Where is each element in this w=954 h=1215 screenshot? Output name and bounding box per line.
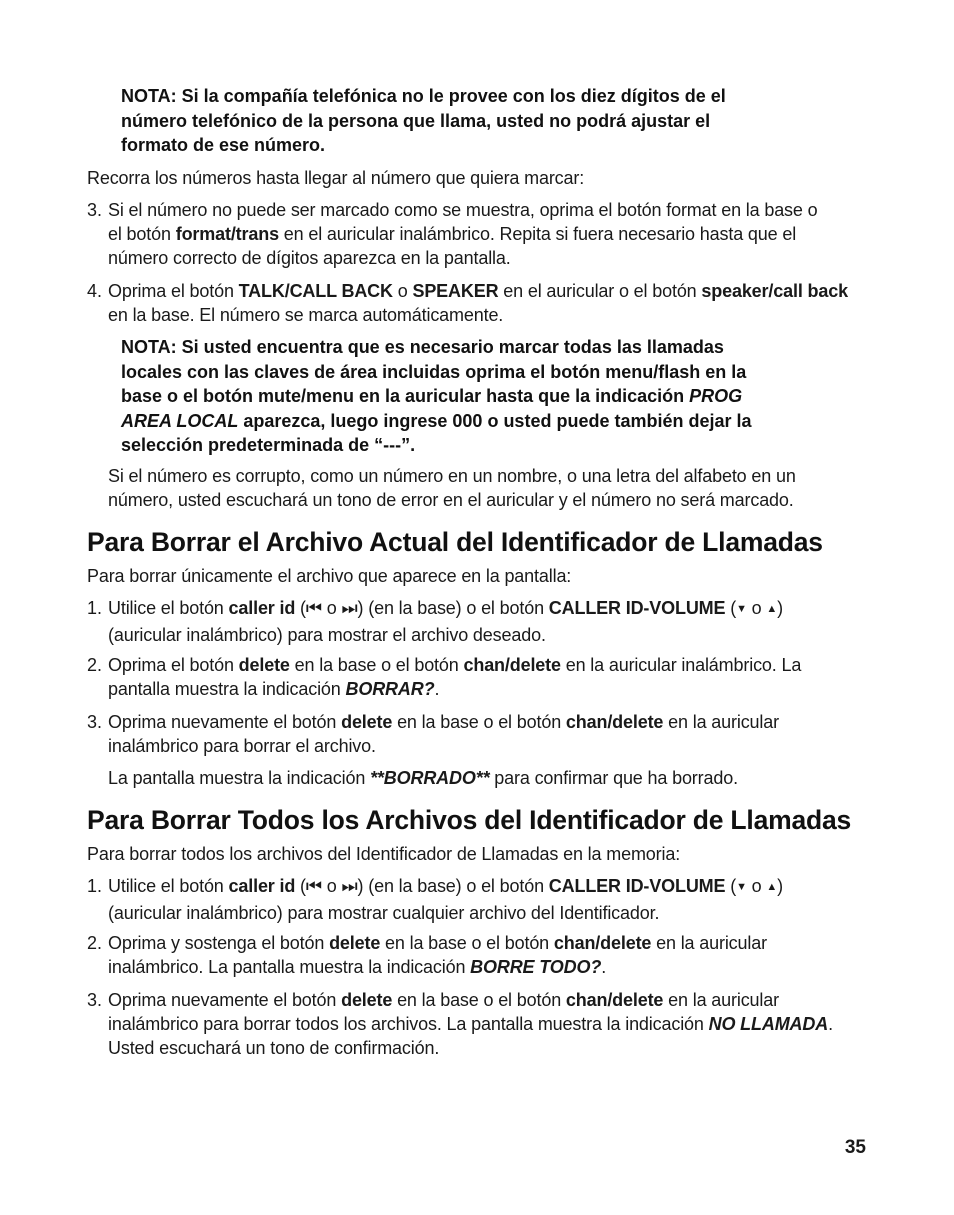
paragraph-line: número, usted escuchará un tono de error en el auricular y el número no será marcado. xyxy=(108,490,794,510)
step-line: (auricular inalámbrico) para mostrar el archivo deseado. xyxy=(108,625,546,645)
note-line: AREA LOCAL aparezca, luego ingrese 000 o usted puede también dejar la xyxy=(121,410,752,431)
delete-key: delete xyxy=(341,990,393,1010)
display-borre-todo: BORRE TODO? xyxy=(470,957,602,977)
display-no-llamada: NO LLAMADA xyxy=(708,1014,829,1034)
note-area-code xyxy=(121,335,752,458)
note-line: formato de ese número. xyxy=(121,135,326,155)
step-line: el botón format/trans en el auricular inalámbrico. Repita si fuera necesario hasta que el xyxy=(108,224,797,244)
talk-callback-key: TALK/CALL BACK xyxy=(238,281,393,301)
step-line: Si el número no puede ser marcado como se muestra, oprima el botón format en la base o xyxy=(108,200,818,220)
display-borrado: **BORRADO** xyxy=(370,768,490,788)
paragraph-line: Si el número es corrupto, como un número en un nombre, o una letra del alfabeto en un xyxy=(108,466,796,486)
note-line: base o el botón mute/menu en la auricular hasta que la indicación PROG xyxy=(121,386,743,406)
caller-id-key: caller id xyxy=(228,876,296,896)
step-number: 3. xyxy=(87,200,103,220)
chan-delete-key: chan/delete xyxy=(565,990,664,1010)
step-text xyxy=(108,931,767,979)
step-line: Oprima y sostenga el botón delete en la base o el botón chan/delete en la auricular xyxy=(108,933,767,953)
step-line: Usted escuchará un tono de confirmación. xyxy=(108,1038,440,1058)
section-heading-delete-current: Para Borrar el Archivo Actual del Identificador de Llamadas xyxy=(87,527,823,557)
display-area-local: AREA LOCAL xyxy=(121,410,239,431)
display-prog: PROG xyxy=(689,386,743,406)
step-number: 2. xyxy=(87,655,103,675)
down-arrow-icon: ▼ xyxy=(736,603,747,615)
note-line: número telefónico de la persona que llama, usted no podrá ajustar el xyxy=(121,110,711,131)
step-line: inalámbrico. La pantalla muestra la indicación BORRE TODO?. xyxy=(108,957,607,977)
step-number: 3. xyxy=(87,990,103,1010)
scroll-intro: Recorra los números hasta llegar al número que quiera marcar: xyxy=(87,168,585,188)
chan-delete-key: chan/delete xyxy=(463,655,561,675)
delete-key: delete xyxy=(238,655,290,675)
step-text xyxy=(108,653,801,701)
caller-id-key: caller id xyxy=(228,598,296,618)
section-heading-delete-all: Para Borrar Todos los Archivos del Identificador de Llamadas xyxy=(87,805,852,835)
step-number: 3. xyxy=(87,712,103,732)
step-line: (auricular inalámbrico) para mostrar cualquier archivo del Identificador. xyxy=(108,903,660,923)
section-intro: Para borrar únicamente el archivo que aparece en la pantalla: xyxy=(87,566,572,586)
page-number: 35 xyxy=(844,1137,866,1158)
chan-delete-key: chan/delete xyxy=(565,712,664,732)
caller-id-volume-key: CALLER ID-VOLUME xyxy=(548,598,726,618)
step-line: inalámbrico para borrar el archivo. xyxy=(108,736,376,756)
note-format xyxy=(121,84,726,158)
speaker-key: SPEAKER xyxy=(412,281,499,301)
chan-delete-key: chan/delete xyxy=(553,933,652,953)
display-borrar: BORRAR? xyxy=(345,679,435,699)
step-number: 2. xyxy=(87,933,103,953)
step-text xyxy=(108,198,817,270)
step-number: 4. xyxy=(87,281,103,301)
delete-key: delete xyxy=(341,712,393,732)
format-trans-key: format/trans xyxy=(175,224,279,244)
delete-key: delete xyxy=(329,933,381,953)
step-text xyxy=(108,874,783,925)
step-text xyxy=(108,988,833,1060)
section-intro: Para borrar todos los archivos del Identificador de Llamadas en la memoria: xyxy=(87,844,681,864)
note-line: selección predeterminada de “---”. xyxy=(121,435,416,455)
up-arrow-icon: ▲ xyxy=(766,881,778,893)
step-number: 1. xyxy=(87,598,103,618)
step-line: número correcto de dígitos aparezca en la pantalla. xyxy=(108,248,511,268)
step-line: inalámbrico para borrar todos los archivos. La pantalla muestra la indicación NO LLAMADA. xyxy=(108,1014,833,1034)
step-line: Utilice el botón caller id (⏮ o ⏭) (en la base) o el botón CALLER ID-VOLUME (▼ o ▲) xyxy=(108,598,784,618)
step-line: Oprima el botón TALK/CALL BACK o SPEAKER en el auricular o el botón speaker/call back xyxy=(108,281,848,301)
step-line: Utilice el botón caller id (⏮ o ⏭) (en la base) o el botón CALLER ID-VOLUME (▼ o ▲) xyxy=(108,876,784,896)
note-line: NOTA: Si la compañía telefónica no le provee con los diez dígitos de el xyxy=(121,86,726,106)
speaker-callback-key: speaker/call back xyxy=(701,281,848,301)
step-text xyxy=(108,710,779,758)
step-line: Oprima nuevamente el botón delete en la base o el botón chan/delete en la auricular xyxy=(108,990,779,1010)
step-text xyxy=(108,279,848,327)
step-text xyxy=(108,596,783,647)
note-line: locales con las claves de área incluidas oprima el botón menu/flash en la xyxy=(121,361,747,382)
step-number: 1. xyxy=(87,876,103,896)
confirm-line: La pantalla muestra la indicación **BORRADO** para confirmar que ha borrado. xyxy=(108,768,738,788)
caller-id-volume-key: CALLER ID-VOLUME xyxy=(548,876,726,896)
step-line: en la base. El número se marca automáticamente. xyxy=(108,305,504,325)
down-arrow-icon: ▼ xyxy=(736,881,747,893)
up-arrow-icon: ▲ xyxy=(766,603,778,615)
step-line: Oprima nuevamente el botón delete en la base o el botón chan/delete en la auricular xyxy=(108,712,779,732)
step-line: Oprima el botón delete en la base o el botón chan/delete en la auricular inalámbrico. La xyxy=(108,655,802,675)
note-line: NOTA: Si usted encuentra que es necesario marcar todas las llamadas xyxy=(121,337,724,357)
corrupt-number-paragraph xyxy=(108,464,796,512)
step-line: pantalla muestra la indicación BORRAR?. xyxy=(108,679,440,699)
